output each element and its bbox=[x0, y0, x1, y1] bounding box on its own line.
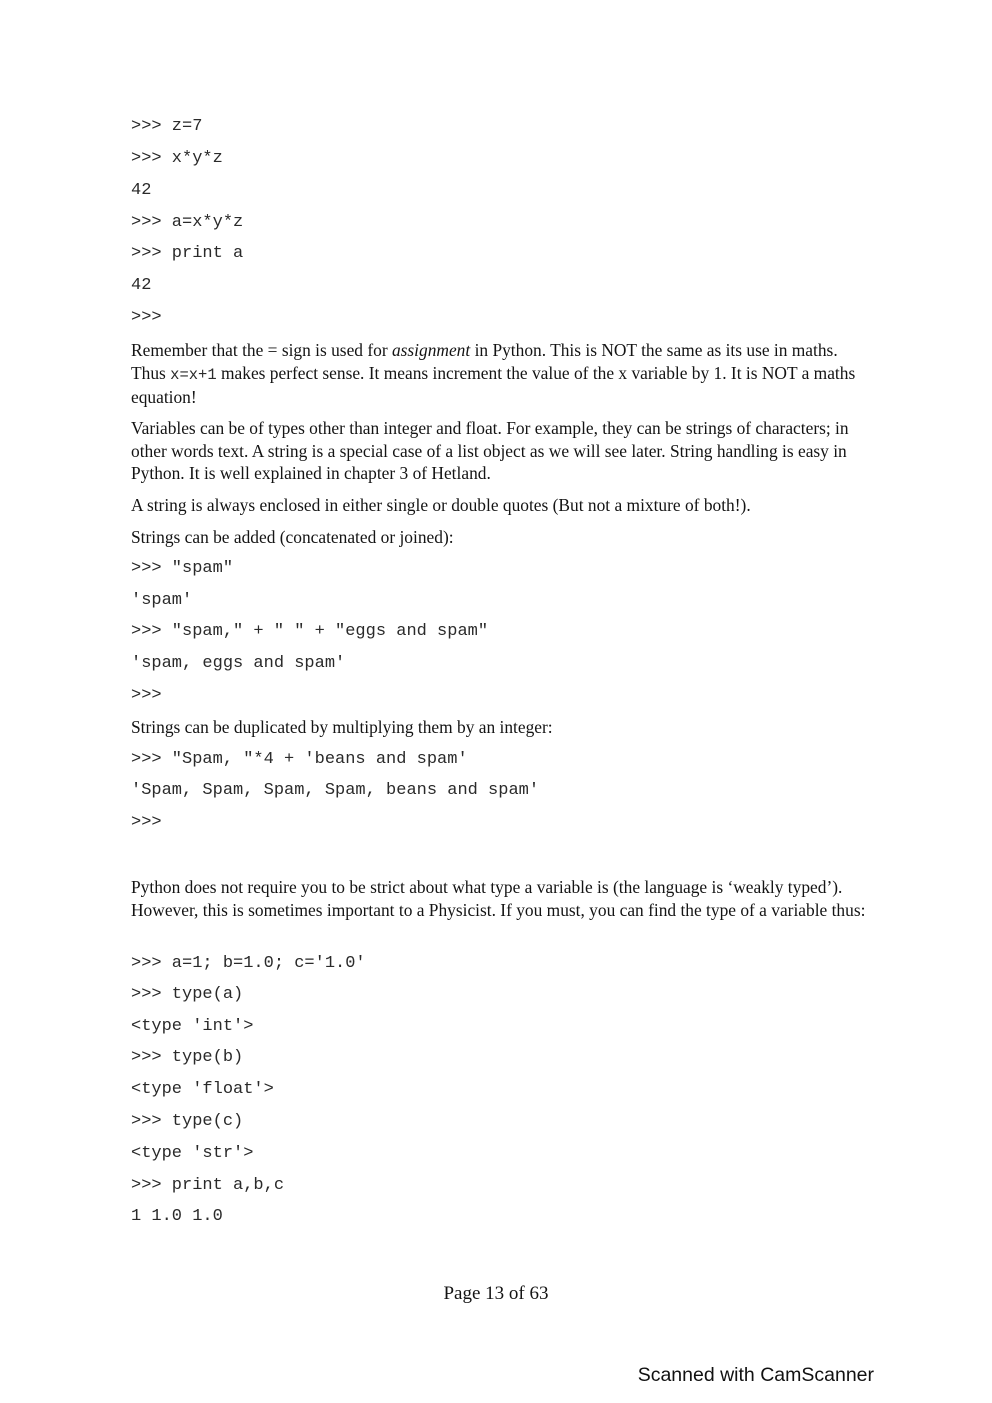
code-line: >>> print a bbox=[131, 244, 244, 263]
paragraph-quotes: A string is always enclosed in either single or double quotes (But not a mixture of both!). bbox=[131, 495, 751, 515]
code-line: >>> type(c) bbox=[131, 1112, 244, 1131]
scanner-watermark: Scanned with CamScanner bbox=[637, 1364, 874, 1386]
code-line: >>> z=7 bbox=[131, 117, 203, 136]
code-line: >>> type(a) bbox=[131, 985, 244, 1004]
code-line: 42 bbox=[131, 276, 152, 295]
code-line: <type 'float'> bbox=[131, 1080, 274, 1099]
code-line: >>> "spam," + " " + "eggs and spam" bbox=[131, 622, 489, 641]
code-line: >>> "Spam, "*4 + 'beans and spam' bbox=[131, 750, 468, 769]
code-line: >>> bbox=[131, 813, 162, 832]
code-line: >>> type(b) bbox=[131, 1048, 244, 1067]
code-line: >>> bbox=[131, 686, 162, 705]
paragraph-types: Python does not require you to be strict about what type a variable is (the language is ‘weakly typed’). However, this is sometimes important to a Physicist. If you must, you can find the type of a variable thus: bbox=[131, 877, 866, 920]
code-line: >>> print a,b,c bbox=[131, 1176, 285, 1195]
code-line: 'spam, eggs and spam' bbox=[131, 654, 346, 673]
code-line: 'spam' bbox=[131, 591, 193, 610]
code-line: <type 'int'> bbox=[131, 1017, 254, 1036]
code-line: >>> bbox=[131, 308, 162, 327]
inline-code: x=x+1 bbox=[170, 365, 217, 384]
paragraph-assignment bbox=[131, 339, 866, 409]
emphasis-text: assignment bbox=[391, 340, 471, 360]
paragraph-concat: Strings can be added (concatenated or joined): bbox=[131, 527, 454, 547]
code-line: >>> a=1; b=1.0; c='1.0' bbox=[131, 954, 366, 973]
paragraph-text: makes perfect sense. It means increment the value of the x variable by 1. It is NOT a maths equation! bbox=[131, 362, 856, 407]
code-line: >>> "spam" bbox=[131, 559, 234, 578]
code-line: <type 'str'> bbox=[131, 1144, 254, 1163]
code-line: >>> a=x*y*z bbox=[131, 213, 244, 232]
paragraph-text: in Python. This is NOT the same as its use in maths. Thus bbox=[131, 340, 838, 383]
paragraph-duplicate: Strings can be duplicated by multiplying them by an integer: bbox=[131, 717, 553, 737]
paragraph-text: Remember that the = sign is used for bbox=[131, 340, 392, 360]
code-line: 1 1.0 1.0 bbox=[131, 1207, 223, 1226]
page-number: Page 13 of 63 bbox=[443, 1283, 549, 1304]
code-line: 'Spam, Spam, Spam, Spam, beans and spam' bbox=[131, 781, 540, 800]
paragraph-variables: Variables can be of types other than integer and float. For example, they can be strings of characters; in other words text. A string is a special case of a list object as we will see later. String handling is easy in Python. It is well explained in chapter 3 of Hetland. bbox=[131, 418, 849, 483]
code-line: >>> x*y*z bbox=[131, 149, 223, 168]
code-line: 42 bbox=[131, 181, 152, 200]
